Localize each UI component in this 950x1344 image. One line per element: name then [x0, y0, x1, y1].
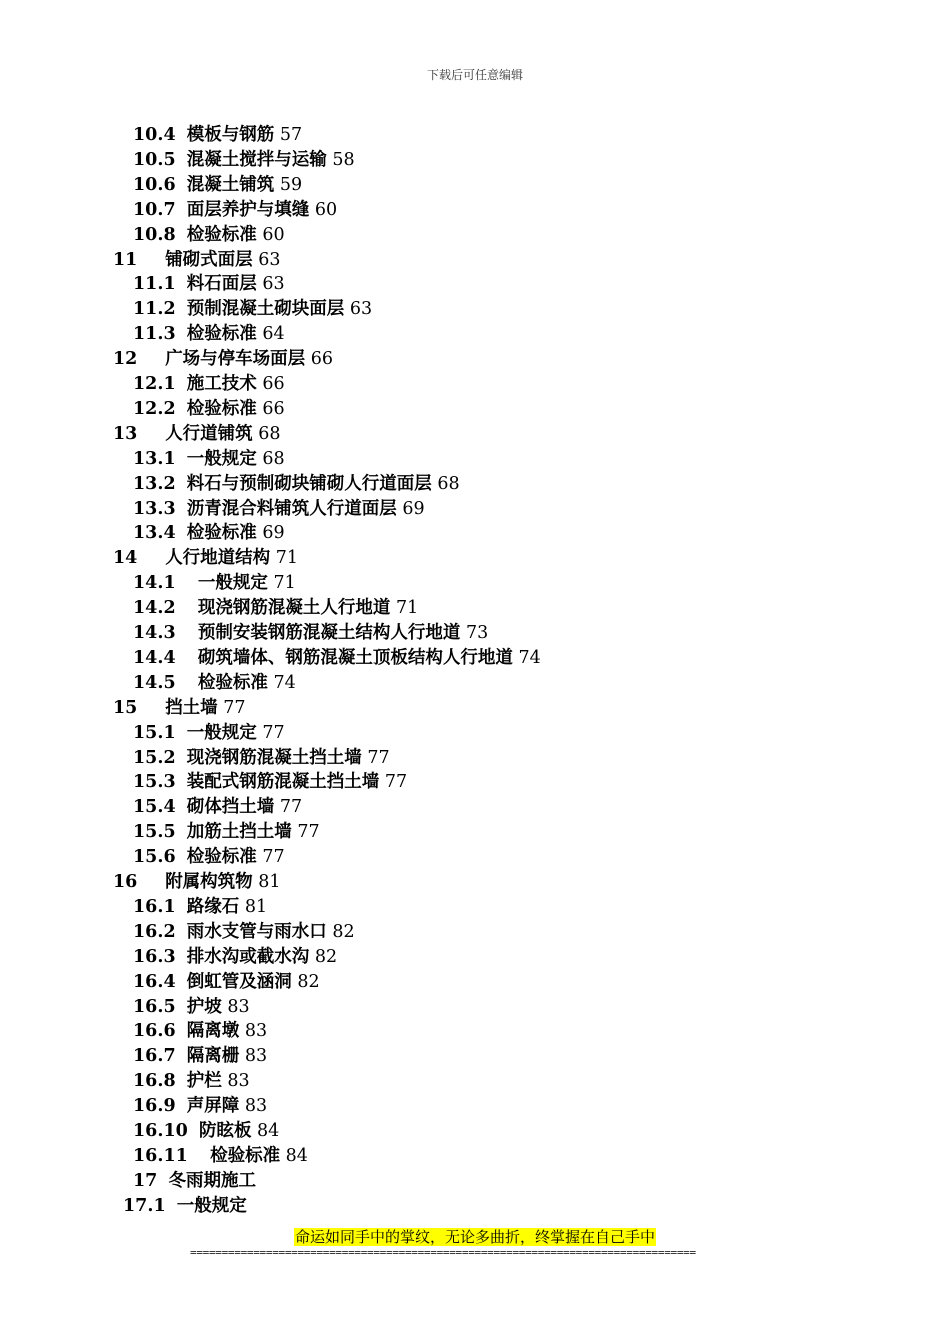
toc-entry-title: 倒虹管及涵洞 [186, 971, 292, 992]
toc-entry [133, 995, 250, 1019]
toc-entry-title: 雨水支管与雨水口 [186, 921, 327, 942]
toc-entry [133, 1019, 267, 1043]
toc-entry-page: 83 [244, 1021, 268, 1042]
toc-entry-number: 13 [113, 423, 138, 444]
toc-entry-page: 68 [262, 448, 285, 469]
toc-entry [133, 198, 337, 222]
footer-motto-text: 命运如同手中的掌纹，无论多曲折，终掌握在自己手中 [294, 1228, 655, 1246]
toc-entry-title: 预制混凝土砌块面层 [186, 299, 345, 320]
toc-entry-title: 检验标准 [186, 847, 257, 868]
toc-entry-title: 人行道铺筑 [165, 423, 253, 444]
toc-entry-title: 一般规定 [176, 1195, 247, 1216]
toc-entry-number: 10.4 [133, 125, 176, 145]
toc-entry [133, 596, 418, 620]
toc-entry [133, 820, 320, 844]
toc-entry-number: 14.2 [133, 598, 176, 619]
toc-entry-number: 16.7 [133, 1046, 176, 1067]
toc-entry-number: 15 [113, 697, 138, 718]
divider-rule: ================================================================================ [190, 1246, 696, 1259]
toc-entry-page: 63 [262, 274, 285, 295]
toc-entry-title: 检验标准 [186, 398, 257, 419]
toc-entry-title: 料石面层 [186, 274, 257, 295]
toc-entry-title: 检验标准 [186, 324, 257, 345]
toc-entry-page: 66 [310, 349, 334, 370]
toc-entry-title: 护坡 [186, 996, 222, 1017]
toc-entry-title: 装配式钢筋混凝土挡土墙 [186, 772, 380, 793]
toc-entry-number: 15.1 [133, 722, 176, 743]
toc-entry [133, 571, 296, 595]
toc-entry-page: 66 [262, 398, 285, 419]
toc-entry-page: 58 [332, 149, 355, 170]
toc-entry [113, 696, 246, 720]
toc-entry-number: 11.1 [133, 274, 176, 295]
toc-entry-page: 83 [244, 1046, 268, 1067]
toc-entry-number: 14 [113, 548, 138, 569]
toc-entry-number: 11 [113, 249, 138, 270]
toc-entry-page: 73 [465, 623, 489, 643]
toc-entry-number: 16 [113, 872, 138, 892]
toc-entry-page: 69 [262, 523, 285, 544]
toc-entry [133, 297, 372, 321]
toc-entry-title: 声屏障 [186, 1096, 240, 1117]
toc-entry-title: 检验标准 [186, 224, 257, 245]
toc-entry [133, 671, 296, 695]
toc-entry-number: 16.8 [133, 1071, 176, 1092]
toc-entry-page: 63 [349, 299, 373, 320]
toc-entry-number: 16.9 [133, 1096, 176, 1117]
toc-entry-page: 74 [273, 672, 296, 693]
toc-entry-number: 10.6 [133, 174, 176, 195]
toc-entry-page: 77 [262, 847, 285, 868]
toc-entry [113, 347, 333, 371]
toc-entry-number: 14.3 [133, 623, 176, 643]
toc-entry-title: 冬雨期施工 [168, 1170, 256, 1191]
toc-entry-number: 15.3 [133, 772, 176, 793]
toc-entry-page: 82 [314, 946, 338, 967]
footer-motto [0, 1226, 950, 1247]
toc-entry-page: 59 [279, 174, 303, 195]
toc-entry-page: 71 [273, 573, 296, 594]
toc-entry [133, 920, 355, 944]
toc-entry-title: 一般规定 [186, 448, 257, 469]
toc-entry-number: 16.5 [133, 996, 176, 1017]
toc-entry [133, 397, 285, 421]
toc-entry-page: 81 [258, 872, 281, 892]
toc-entry [133, 621, 488, 645]
toc-entry-title: 检验标准 [186, 523, 257, 544]
toc-entry-title: 沥青混合料铺筑人行道面层 [186, 498, 397, 519]
toc-entry-number: 11.3 [133, 324, 176, 345]
toc-entry-number: 12 [113, 349, 138, 370]
toc-entry-number: 15.5 [133, 822, 176, 843]
toc-entry-page: 77 [223, 697, 246, 718]
toc-entry-number: 16.6 [133, 1021, 176, 1042]
toc-entry [113, 546, 298, 570]
toc-entry-title: 隔离墩 [186, 1021, 240, 1042]
toc-entry-number: 16.3 [133, 946, 176, 967]
toc-entry-page: 74 [518, 647, 541, 668]
toc-entry-number: 13.4 [133, 523, 176, 544]
toc-entry-page: 71 [395, 598, 419, 619]
toc-entry-number: 13.2 [133, 473, 176, 494]
toc-entry [133, 1119, 279, 1143]
toc-entry [133, 173, 302, 197]
toc-entry-page: 57 [279, 125, 303, 145]
toc-entry-number: 15.4 [133, 797, 176, 818]
toc-entry-title: 路缘石 [186, 896, 240, 917]
toc-entry-title: 料石与预制砌块铺砌人行道面层 [186, 473, 432, 494]
toc-entry [133, 123, 302, 147]
toc-entry [133, 895, 267, 919]
toc-entry [133, 1169, 262, 1193]
toc-entry-page: 60 [314, 199, 338, 220]
toc-entry-title: 加筋土挡土墙 [186, 822, 292, 843]
toc-entry-page: 83 [227, 1071, 250, 1092]
toc-entry [133, 447, 285, 471]
toc-entry [133, 148, 355, 172]
toc-entry-title: 面层养护与填缝 [186, 199, 310, 220]
toc-entry [133, 646, 541, 670]
toc-entry-page: 60 [262, 224, 285, 245]
toc-entry-number: 10.7 [133, 199, 176, 220]
toc-entry-title: 防眩板 [198, 1121, 252, 1141]
toc-entry-number: 13.1 [133, 448, 176, 469]
toc-entry-title: 检验标准 [210, 1145, 281, 1166]
toc-entry [133, 1144, 308, 1168]
toc-entry-number: 16.1 [133, 896, 176, 917]
toc-entry [113, 422, 281, 446]
toc-entry-title: 检验标准 [197, 672, 268, 693]
toc-entry [113, 248, 281, 272]
toc-entry [133, 721, 285, 745]
toc-entry-number: 16.2 [133, 921, 176, 942]
toc-entry-page: 83 [227, 996, 250, 1017]
toc-entry [133, 746, 390, 770]
toc-entry-title: 现浇钢筋混凝土人行地道 [197, 598, 391, 619]
toc-entry-number: 16.10 [133, 1121, 188, 1141]
toc-entry-number: 13.3 [133, 498, 176, 519]
toc-entry [133, 472, 460, 496]
toc-entry-number: 15.6 [133, 847, 176, 868]
toc-entry-number: 16.11 [133, 1145, 188, 1166]
toc-entry-number: 14.4 [133, 647, 176, 668]
toc-entry-number: 12.2 [133, 398, 176, 419]
toc-entry-page: 77 [262, 722, 285, 743]
toc-entry-number: 12.1 [133, 374, 176, 394]
toc-entry-title: 一般规定 [186, 722, 257, 743]
page-header: 下载后可任意编辑 [426, 68, 523, 82]
toc-entry [123, 1194, 252, 1218]
toc-entry-title: 混凝土铺筑 [186, 174, 275, 195]
toc-entry [133, 945, 337, 969]
toc-entry-page: 63 [258, 249, 281, 270]
toc-entry-number: 11.2 [133, 299, 176, 320]
toc-entry-title: 人行地道结构 [165, 548, 271, 569]
toc-entry-title: 砌筑墙体、钢筋混凝土顶板结构人行地道 [197, 647, 513, 668]
toc-entry-title: 砌体挡土墙 [186, 797, 275, 818]
toc-entry-title: 预制安装钢筋混凝土结构人行地道 [197, 623, 461, 643]
toc-entry-number: 10.5 [133, 149, 176, 170]
toc-entry-title: 隔离栅 [186, 1046, 240, 1067]
toc-entry [133, 223, 285, 247]
toc-entry-title: 铺砌式面层 [165, 249, 253, 270]
toc-entry [133, 322, 285, 346]
toc-entry [133, 970, 320, 994]
toc-entry [113, 870, 281, 894]
toc-entry-page: 71 [275, 548, 299, 569]
toc-entry [133, 1094, 267, 1118]
toc-entry-title: 护栏 [186, 1071, 222, 1092]
toc-entry-page: 66 [262, 374, 285, 394]
toc-entry-number: 16.4 [133, 971, 176, 992]
toc-entry-number: 15.2 [133, 747, 176, 768]
toc-entry-page: 81 [244, 896, 268, 917]
toc-entry-page: 77 [367, 747, 390, 768]
toc-entry-page: 69 [402, 498, 425, 519]
toc-entry-page: 77 [297, 822, 320, 843]
toc-entry-page: 84 [257, 1121, 280, 1141]
toc-entry-page: 64 [262, 324, 285, 345]
toc-entry-title: 模板与钢筋 [186, 125, 275, 145]
toc-entry-title: 施工技术 [186, 374, 257, 394]
toc-entry [133, 1069, 250, 1093]
toc-entry-page: 83 [244, 1096, 268, 1117]
toc-entry-number: 17 [133, 1170, 158, 1191]
toc-entry [133, 497, 425, 521]
toc-entry [133, 1044, 267, 1068]
toc-entry-number: 14.5 [133, 672, 176, 693]
toc-entry [133, 521, 285, 545]
toc-entry-page: 77 [384, 772, 408, 793]
toc-entry-page: 82 [297, 971, 320, 992]
toc-entry [133, 272, 285, 296]
toc-entry-title: 附属构筑物 [165, 872, 253, 892]
toc-entry-page: 82 [332, 921, 355, 942]
toc-entry-title: 现浇钢筋混凝土挡土墙 [186, 747, 362, 768]
toc-entry-number: 14.1 [133, 573, 176, 594]
toc-entry-page: 68 [258, 423, 281, 444]
toc-entry-title: 挡土墙 [165, 697, 218, 718]
toc-entry-title: 广场与停车场面层 [165, 349, 306, 370]
toc-entry-number: 17.1 [123, 1195, 166, 1216]
toc-entry-page: 84 [285, 1145, 308, 1166]
toc-entry-number: 10.8 [133, 224, 176, 245]
toc-entry [133, 845, 285, 869]
toc-entry [133, 795, 302, 819]
toc-entry-title: 排水沟或截水沟 [186, 946, 310, 967]
toc-entry [133, 372, 285, 396]
toc-entry-title: 混凝土搅拌与运输 [186, 149, 327, 170]
toc-entry-title: 一般规定 [197, 573, 268, 594]
toc-entry-page: 68 [437, 473, 460, 494]
toc-entry [133, 770, 407, 794]
toc-entry-page: 77 [279, 797, 303, 818]
